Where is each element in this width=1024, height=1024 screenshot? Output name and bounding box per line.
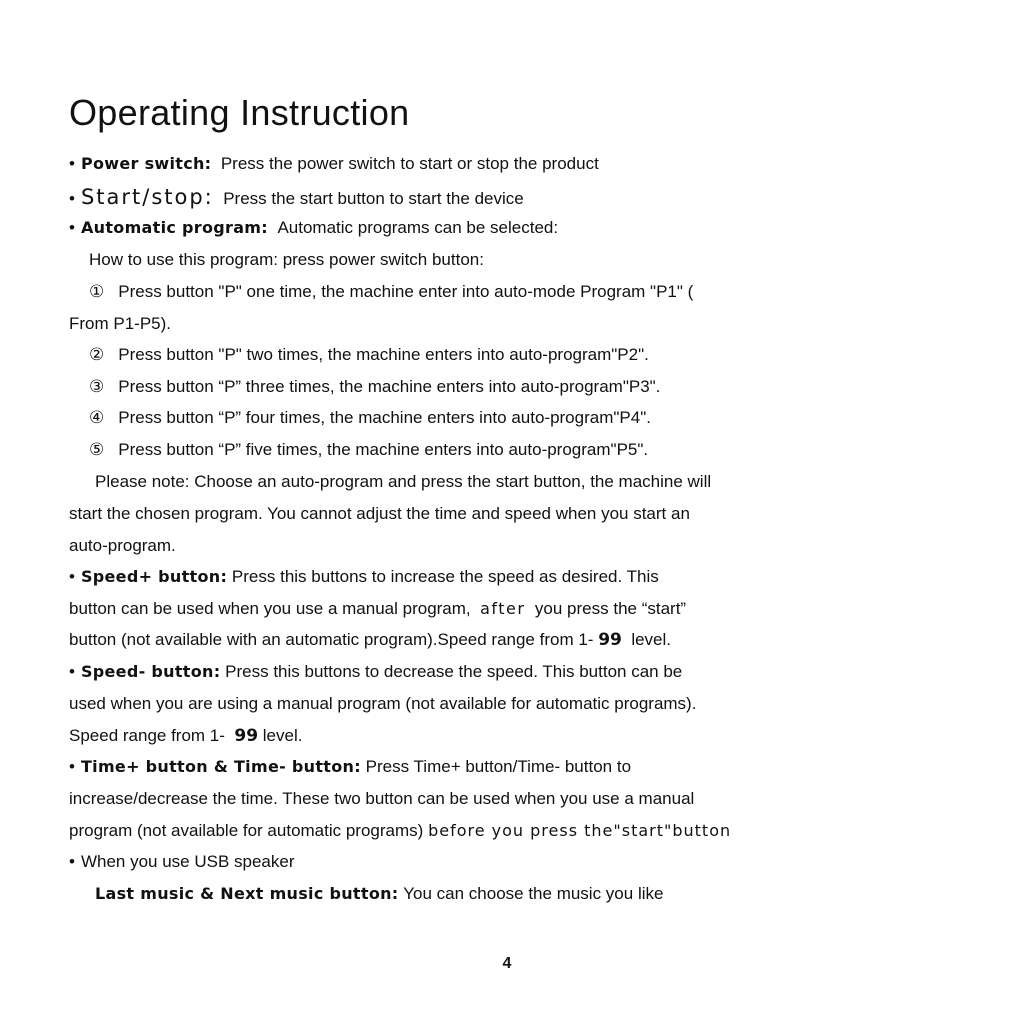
speed-plus-line-3-post: level. bbox=[631, 630, 671, 649]
speed-minus-line-3 bbox=[69, 725, 302, 747]
time-buttons-label: Time+ button & Time- button: bbox=[80, 757, 361, 776]
power-switch-item bbox=[69, 153, 599, 175]
speed-minus-item bbox=[69, 661, 682, 683]
start-stop-item bbox=[69, 186, 524, 210]
step-text: Press button “P” three times, the machine enters into auto-program"P3". bbox=[118, 377, 661, 396]
program-note-line-3: auto-program. bbox=[69, 536, 176, 555]
time-buttons-line-3 bbox=[69, 820, 731, 842]
program-step-1 bbox=[89, 281, 693, 303]
bullet: • bbox=[69, 218, 75, 237]
time-buttons-text: Press Time+ button/Time- button to bbox=[365, 757, 632, 776]
speed-plus-max: 99 bbox=[598, 630, 622, 650]
usb-text: When you use USB speaker bbox=[80, 852, 295, 871]
program-note-line-1: Please note: Choose an auto-program and press the start button, the machine will bbox=[95, 472, 712, 491]
program-step-2 bbox=[89, 344, 649, 366]
program-step-5 bbox=[89, 439, 648, 461]
bullet: • bbox=[69, 757, 75, 776]
step-marker: ④ bbox=[89, 408, 105, 427]
step-text: Press button "P" two times, the machine enters into auto-program"P2". bbox=[118, 345, 649, 364]
speed-minus-line-3-pre: Speed range from 1- bbox=[69, 726, 225, 745]
start-stop-label: Start/stop: bbox=[80, 185, 214, 209]
speed-plus-line-2-pre: button can be used when you use a manual program, bbox=[69, 599, 471, 618]
program-step-4 bbox=[89, 407, 651, 429]
automatic-program-text: Automatic programs can be selected: bbox=[277, 218, 559, 237]
time-buttons-line-3-alt: before you press the"start"button bbox=[428, 821, 732, 840]
step-text: Press button "P" one time, the machine enter into auto-mode Program "P1" ( bbox=[118, 282, 694, 301]
speed-plus-text: Press this buttons to increase the speed as desired. This bbox=[231, 567, 659, 586]
page-number: 4 bbox=[502, 955, 512, 972]
power-switch-text: Press the power switch to start or stop the product bbox=[220, 154, 599, 173]
speed-minus-line-2: used when you are using a manual program (not available for automatic programs). bbox=[69, 694, 697, 713]
speed-plus-item bbox=[69, 566, 659, 588]
speed-minus-label: Speed- button: bbox=[80, 662, 221, 681]
step-text: Press button “P” five times, the machine enters into auto-program"P5". bbox=[118, 440, 649, 459]
speed-plus-after: after bbox=[480, 599, 526, 618]
speed-plus-line-3-pre: button (not available with an automatic program).Speed range from 1- bbox=[69, 630, 594, 649]
program-step-1-continuation: From P1-P5). bbox=[69, 314, 172, 333]
bullet: • bbox=[69, 852, 75, 871]
speed-minus-line-3-post: level. bbox=[262, 726, 303, 745]
step-marker: ③ bbox=[89, 377, 105, 396]
how-to-use-line: How to use this program: press power switch button: bbox=[89, 250, 484, 269]
bullet: • bbox=[69, 662, 75, 681]
music-buttons-item bbox=[95, 883, 663, 905]
program-step-3 bbox=[89, 376, 660, 398]
time-buttons-line-3-pre: program (not available for automatic programs) bbox=[69, 821, 424, 840]
step-text: Press button “P” four times, the machine enters into auto-program"P4". bbox=[118, 408, 651, 427]
step-marker: ① bbox=[89, 282, 105, 301]
page-title: Operating Instruction bbox=[69, 92, 410, 133]
music-buttons-text: You can choose the music you like bbox=[403, 884, 664, 903]
speed-plus-line-2-post: you press the “start” bbox=[534, 599, 687, 618]
step-marker: ② bbox=[89, 345, 105, 364]
speed-minus-text: Press this buttons to decrease the speed. This button can be bbox=[225, 662, 683, 681]
bullet: • bbox=[69, 154, 75, 173]
speed-minus-max: 99 bbox=[234, 726, 259, 746]
speed-plus-line-3 bbox=[69, 629, 671, 651]
power-switch-label: Power switch: bbox=[80, 154, 212, 173]
program-note-line-2: start the chosen program. You cannot adjust the time and speed when you start an bbox=[69, 504, 690, 523]
bullet: • bbox=[69, 567, 75, 586]
time-buttons-item bbox=[69, 756, 631, 778]
bullet: • bbox=[69, 189, 75, 208]
speed-plus-label: Speed+ button: bbox=[80, 567, 228, 586]
step-marker: ⑤ bbox=[89, 440, 105, 459]
usb-item bbox=[69, 851, 295, 873]
time-buttons-line-2: increase/decrease the time. These two button can be used when you use a manual bbox=[69, 789, 695, 808]
start-stop-text: Press the start button to start the device bbox=[223, 189, 524, 208]
automatic-program-label: Automatic program: bbox=[80, 218, 268, 237]
speed-plus-line-2 bbox=[69, 598, 686, 620]
automatic-program-item bbox=[69, 217, 558, 239]
music-buttons-label: Last music & Next music button: bbox=[95, 884, 399, 903]
